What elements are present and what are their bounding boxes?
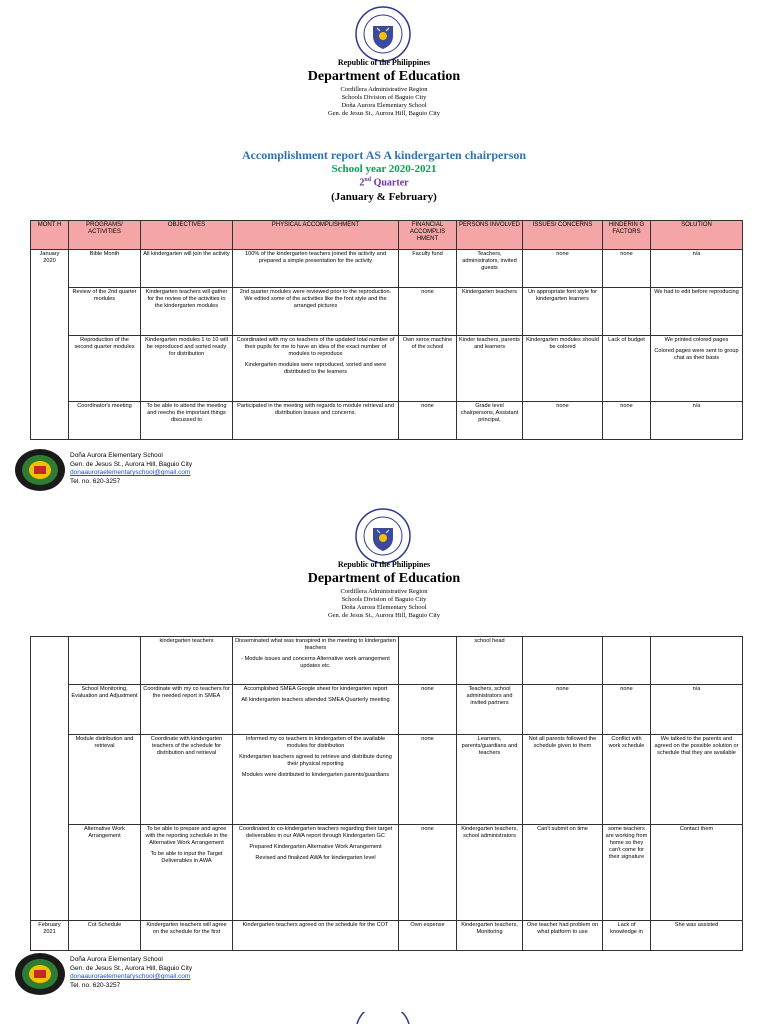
physical-text: Informed my co teachers in kindergarten of the available modules for distribution: [245, 736, 386, 749]
school-logo-icon: [14, 952, 66, 996]
objectives-cell: To be able to attend the meeting and reecho the important things discussed to: [141, 402, 233, 440]
objectives-cell: Coordinate with kindergarten teachers of the schedule for distribution and retrieval: [141, 735, 233, 825]
address-line: Gen. de Jesus St., Aurora Hill, Baguio City: [327, 110, 441, 117]
republic-line: Republic of the Philippines: [337, 58, 431, 67]
objectives-cell: kindergarten teachers: [141, 637, 233, 685]
persons-cell: Kindergarten teachers, Monitoring: [457, 921, 523, 951]
financial-cell: none: [399, 825, 457, 921]
physical-text: - Module issues and concerns Alternative work arrangement updates etc.: [241, 656, 390, 669]
division-line: Schools Division of Baguio City: [341, 94, 427, 101]
department-title: Department of Education: [307, 69, 461, 84]
col-financial: FINANCIAL ACCOMPLIS HMENT: [399, 221, 457, 250]
address-line: Gen. de Jesus St., Aurora Hill, Baguio City: [327, 612, 441, 619]
school-year: School year 2020-2021: [331, 163, 437, 175]
program-cell: Bible Month: [69, 250, 141, 288]
objectives-cell: Kindergarten modules 1 to 10 will be reproduced and sorted ready for distribution: [141, 336, 233, 402]
objectives-cell: [141, 825, 233, 921]
issues-cell: Not all parents followed the schedule given to them: [523, 735, 603, 825]
school-logo-icon: [14, 448, 66, 492]
republic-line: Republic of the Philippines: [337, 560, 431, 569]
physical-text: Revised and finalized AWA for kindergarten level: [255, 855, 376, 861]
department-title: Department of Education: [307, 571, 461, 586]
table-row: [31, 685, 743, 735]
issues-cell: Un appropriate font style for kindergarten learners: [523, 288, 603, 336]
footer-school: Doña Aurora Elementary School: [70, 956, 163, 963]
document-page-2: [0, 502, 768, 1012]
issues-cell: none: [523, 685, 603, 735]
col-issues: ISSUES/ CONCERNS: [523, 221, 603, 250]
financial-cell: none: [399, 735, 457, 825]
footer-tel: Tel. no. 620-3257: [70, 981, 121, 989]
objectives-cell: Kindergarten teachers will agree on the schedule for the first: [141, 921, 233, 951]
region-line: Cordillera Administrative Region: [340, 86, 428, 93]
persons-cell: Kindergarten teachers: [457, 288, 523, 336]
persons-cell: Learners, parents/guardians and teachers: [457, 735, 523, 825]
program-cell: Reproduction of the second quarter modules: [69, 336, 141, 402]
next-page-seal-icon: [355, 1012, 411, 1024]
hindering-cell: [603, 288, 651, 336]
physical-cell: [233, 825, 399, 921]
physical-text: Modules were distributed to kindergarten parents/guardians: [241, 772, 390, 778]
footer-address: Gen. de Jesus St., Aurora Hill, Baguio City: [70, 460, 193, 468]
solution-cell: [651, 637, 743, 685]
accomplishment-table-page1: [30, 220, 743, 440]
solution-text: We printed colored pages: [664, 337, 729, 343]
issues-cell: Can't submit on time: [523, 825, 603, 921]
footer-text: [70, 452, 192, 486]
program-cell: [69, 637, 141, 685]
col-programs: PROGRAMS/ ACTIVITIES: [69, 221, 141, 250]
deped-seal-icon: [355, 508, 411, 564]
physical-cell: [233, 735, 399, 825]
table-row: [31, 637, 743, 685]
solution-cell: She was assisted: [651, 921, 743, 951]
financial-cell: Own expense: [399, 921, 457, 951]
financial-cell: none: [399, 402, 457, 440]
month-cell: [31, 637, 69, 921]
persons-cell: Teachers, administrators, invited guests: [457, 250, 523, 288]
col-hindering: HINDERIN G FACTORS: [603, 221, 651, 250]
persons-cell: Kindergarten teachers, school administrators: [457, 825, 523, 921]
program-cell: Module distribution and retrieval: [69, 735, 141, 825]
financial-cell: [399, 637, 457, 685]
physical-text: Coordinated to co-kindergarten teachers regarding their target deliverables in our AWA report through Kindergarten GC: [238, 826, 393, 839]
physical-cell: 2nd quarter modules were reviewed prior to the reproduction. We edited some of the activities like the font style and the arranged pictures: [233, 288, 399, 336]
objectives-text: To be able to input the Target Deliverables in AWA: [150, 851, 223, 864]
solution-cell: We had to edit before reproducing: [651, 288, 743, 336]
division-line: Schools Division of Baguio City: [341, 596, 427, 603]
objectives-cell: All kindergarten will join the activity: [141, 250, 233, 288]
physical-cell: [233, 336, 399, 402]
table-row: [31, 825, 743, 921]
col-physical: PHYSICAL ACCOMPLISHMENT: [233, 221, 399, 250]
solution-cell: We talked to the parents and agreed on the possible solution or schedule that they are available: [651, 735, 743, 825]
physical-cell: Kindergarten teachers agreed on the schedule for the COT: [233, 921, 399, 951]
physical-text: Kindergarten modules were reproduced, sorted and were distributed to the learners: [244, 362, 387, 375]
hindering-cell: Lack of budget: [603, 336, 651, 402]
physical-text: Kindergarten teachers agreed to retrieve and distribute during their physical reporting: [239, 754, 392, 767]
table-row: [31, 250, 743, 288]
deped-seal-icon: [355, 6, 411, 62]
physical-cell: Participated in the meeting with regards to module retrieval and distribution issues and concerns.: [233, 402, 399, 440]
objectives-cell: Kindergarten teachers will gather for the review of the activities in the kindergarten modules: [141, 288, 233, 336]
program-cell: Cot Schedule: [69, 921, 141, 951]
school-line: Doña Aurora Elementary School: [341, 102, 427, 109]
footer-email-link[interactable]: donaauroraelementaryschool@gmail.com: [70, 469, 191, 476]
accomplishment-table-page2: [30, 636, 743, 951]
hindering-cell: none: [603, 402, 651, 440]
persons-cell: Grade level chairpersons, Assistant principal,: [457, 402, 523, 440]
solution-text: Colored pages were sent to group chat as their basis: [654, 348, 739, 361]
issues-cell: One teacher had problem on what platform to use: [523, 921, 603, 951]
physical-cell: [233, 685, 399, 735]
persons-cell: Teachers, school administrators and invited partners: [457, 685, 523, 735]
financial-cell: none: [399, 288, 457, 336]
physical-text: All kindergarten teachers attended SMEA Quarterly meeting: [241, 697, 390, 703]
financial-cell: none: [399, 685, 457, 735]
footer-school: Doña Aurora Elementary School: [70, 452, 163, 459]
months-label: (January & February): [331, 191, 437, 203]
school-line: Doña Aurora Elementary School: [341, 604, 427, 611]
physical-text: Coordinated with my co teachers of the updated total number of their pupils for me to have an idea of the exact number of modules to reproduce: [236, 337, 395, 357]
footer-address: Gen. de Jesus St., Aurora Hill, Baguio City: [70, 964, 193, 972]
col-objectives: OBJECTIVES: [141, 221, 233, 250]
persons-cell: school head: [457, 637, 523, 685]
issues-cell: none: [523, 250, 603, 288]
issues-cell: none: [523, 402, 603, 440]
month-cell: January 2020: [31, 250, 69, 440]
table-row: [31, 288, 743, 336]
col-persons: PERSONS INVOLVED: [457, 221, 523, 250]
hindering-cell: [603, 637, 651, 685]
page-footer: [14, 448, 314, 492]
solution-cell: Contact them: [651, 825, 743, 921]
report-title: Accomplishment report AS A kindergarten chairperson: [241, 148, 527, 162]
program-cell: Coordinator's meeting: [69, 402, 141, 440]
footer-text: [70, 956, 192, 990]
table-row: [31, 402, 743, 440]
footer-tel: Tel. no. 620-3257: [70, 477, 121, 485]
physical-cell: [233, 637, 399, 685]
program-cell: Alternative Work Arrangement: [69, 825, 141, 921]
table-header-row: [31, 221, 743, 250]
issues-cell: Kindergarten modules should be colored: [523, 336, 603, 402]
solution-cell: n/a: [651, 250, 743, 288]
hindering-cell: Lack of knowledge in: [603, 921, 651, 951]
objectives-cell: Coordinate with my co teachers for the needed report in SMEA: [141, 685, 233, 735]
physical-cell: 100% of the kindergarten teachers joined the activity and prepared a simple presentation for the activity: [233, 250, 399, 288]
quarter-label: 2nd Quarter: [359, 177, 409, 189]
persons-cell: Kinder teachers, parents and learners: [457, 336, 523, 402]
solution-cell: n/a: [651, 402, 743, 440]
month-cell: February 2021: [31, 921, 69, 951]
financial-cell: Own xerox machine of the school: [399, 336, 457, 402]
hindering-cell: none: [603, 250, 651, 288]
page-footer: [14, 952, 314, 996]
program-cell: School Monitoring, Evaluation and Adjustment: [69, 685, 141, 735]
hindering-cell: Conflict with work schedule: [603, 735, 651, 825]
physical-text: Disseminated what was transpired in the meeting to kindergarten teachers: [235, 638, 396, 651]
program-cell: Review of the 2nd quarter modules: [69, 288, 141, 336]
physical-text: Prepared Kindergarten Alternative Work Arrangement: [249, 844, 382, 850]
hindering-cell: none: [603, 685, 651, 735]
region-line: Cordillera Administrative Region: [340, 588, 428, 595]
table-row: [31, 921, 743, 951]
footer-email-link[interactable]: donaauroraelementaryschool@gmail.com: [70, 973, 191, 980]
objectives-text: To be able to prepare and agree with the reporting schedule in the Alternative Work Arrangement: [145, 826, 228, 846]
col-month: MONT H: [31, 221, 69, 250]
physical-text: Accomplished SMEA Google sheet for kindergarten report: [243, 686, 388, 692]
table-row: [31, 336, 743, 402]
table-row: [31, 735, 743, 825]
hindering-cell: some teachers are working from home so they can't come for their signature: [603, 825, 651, 921]
issues-cell: [523, 637, 603, 685]
document-page-1: [0, 0, 768, 500]
solution-cell: [651, 336, 743, 402]
financial-cell: Faculty fund: [399, 250, 457, 288]
solution-cell: n/a: [651, 685, 743, 735]
col-solution: SOLUTION: [651, 221, 743, 250]
